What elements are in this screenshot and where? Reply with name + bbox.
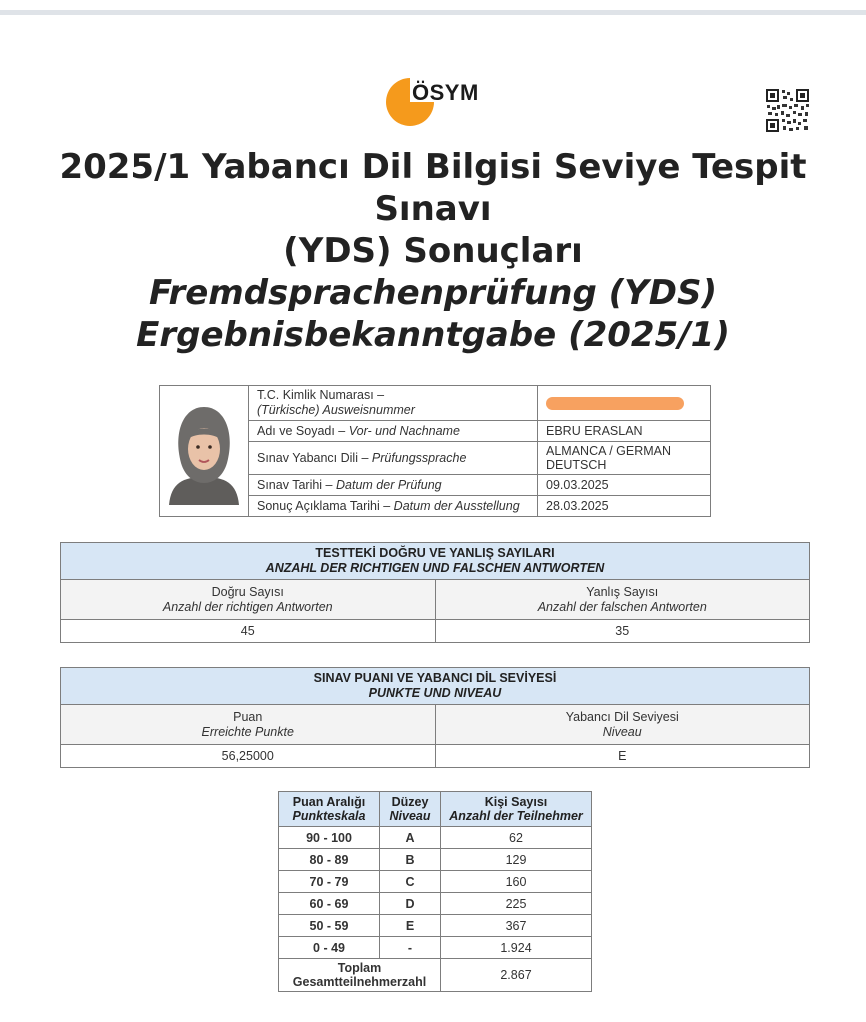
level-value: E (435, 745, 810, 768)
scale-count: 160 (441, 871, 592, 893)
language-value: ALMANCA / GERMAN DEUTSCH (538, 442, 711, 475)
name-label-tr: Adı ve Soyadı – (257, 423, 346, 438)
wrong-count-header (435, 580, 810, 620)
page-title (40, 146, 826, 356)
correct-label-de: Anzahl der richtigen Antworten (162, 599, 333, 614)
score-scale-table (278, 791, 592, 992)
result-date-label-tr: Sonuç Açıklama Tarihi – (257, 498, 391, 513)
answer-counts-table (60, 542, 810, 643)
table-row (279, 849, 592, 871)
scale-level: B (380, 849, 441, 871)
table-row (279, 871, 592, 893)
table-row (279, 893, 592, 915)
table-row (160, 386, 711, 421)
scale-range-header (279, 792, 380, 827)
correct-count-value: 45 (61, 620, 436, 643)
table-row (61, 620, 810, 643)
redaction-mark (546, 397, 684, 410)
name-value: EBRU ERASLAN (538, 421, 711, 442)
counts-header (61, 543, 810, 580)
avatar (161, 393, 247, 505)
total-label-de: Gesamtteilnehmerzahl (292, 975, 427, 989)
result-date-label-de: Datum der Ausstellung (393, 498, 520, 513)
scale-level: D (380, 893, 441, 915)
person-photo (160, 386, 249, 517)
scale-count: 129 (441, 849, 592, 871)
level-header-de: Niveau (389, 809, 431, 823)
count-header-tr: Kişi Sayısı (484, 795, 548, 809)
scale-level: C (380, 871, 441, 893)
scale-count: 62 (441, 827, 592, 849)
scale-count-header (441, 792, 592, 827)
table-row (61, 668, 810, 705)
logo-text: ÖSYM (412, 80, 479, 105)
points-value: 56,25000 (61, 745, 436, 768)
table-row (61, 745, 810, 768)
level-header (435, 705, 810, 745)
score-title-de: PUNKTE UND NIVEAU (368, 686, 502, 700)
id-number-label-tr: T.C. Kimlik Numarası – (257, 388, 385, 402)
exam-date-label (249, 475, 538, 496)
language-label (249, 442, 538, 475)
exam-date-value: 09.03.2025 (538, 475, 711, 496)
wrong-count-value: 35 (435, 620, 810, 643)
table-row (61, 580, 810, 620)
scale-level: - (380, 937, 441, 959)
range-header-tr: Puan Aralığı (292, 795, 366, 809)
correct-count-header (61, 580, 436, 620)
title-line-tr-2: (YDS) Sonuçları (283, 231, 583, 271)
points-label-de: Erreichte Punkte (201, 724, 294, 739)
count-header-de: Anzahl der Teilnehmer (449, 809, 583, 823)
score-header (61, 668, 810, 705)
scale-level: A (380, 827, 441, 849)
correct-label: Doğru Sayısı (211, 584, 284, 599)
range-header-de: Punkteskala (292, 809, 366, 823)
scale-count: 367 (441, 915, 592, 937)
points-label: Puan (233, 709, 263, 724)
score-level-table (60, 667, 810, 768)
scale-range: 60 - 69 (279, 893, 380, 915)
total-label (279, 959, 441, 992)
language-label-de: Prüfungssprache (371, 450, 467, 465)
title-line-de: Fremdsprachenprüfung (YDS) (148, 273, 718, 313)
scale-range: 70 - 79 (279, 871, 380, 893)
table-row (279, 827, 592, 849)
scale-range: 90 - 100 (279, 827, 380, 849)
level-label: Yabancı Dil Seviyesi (565, 709, 679, 724)
counts-title: TESTTEKİ DOĞRU VE YANLIŞ SAYILARI (315, 546, 555, 560)
scale-range: 80 - 89 (279, 849, 380, 871)
level-header-tr: Düzey (391, 795, 429, 809)
qr-code-icon (765, 88, 810, 133)
table-row (279, 915, 592, 937)
score-title: SINAV PUANI VE YABANCI DİL SEVİYESİ (313, 671, 557, 685)
title-line-tr: 2025/1 Yabancı Dil Bilgisi Seviye Tespit Sınavı (59, 147, 807, 229)
exam-date-label-tr: Sınav Tarihi – (257, 477, 333, 492)
scale-level-header (380, 792, 441, 827)
result-date-value: 28.03.2025 (538, 496, 711, 517)
scale-count: 225 (441, 893, 592, 915)
top-divider (0, 10, 866, 15)
id-number-label (249, 386, 538, 421)
table-row (279, 937, 592, 959)
scale-level: E (380, 915, 441, 937)
table-row (61, 705, 810, 745)
language-label-tr: Sınav Yabancı Dili – (257, 450, 369, 465)
level-label-de: Niveau (602, 724, 642, 739)
personal-info-table (159, 385, 711, 517)
wrong-label-de: Anzahl der falschen Antworten (537, 599, 707, 614)
scale-count: 1.924 (441, 937, 592, 959)
name-label-de: Vor- und Nachname (348, 423, 460, 438)
scale-range: 0 - 49 (279, 937, 380, 959)
total-value: 2.867 (441, 959, 592, 992)
table-row (279, 959, 592, 992)
total-label-tr: Toplam (337, 961, 382, 975)
counts-title-de: ANZAHL DER RICHTIGEN UND FALSCHEN ANTWORTEN (265, 561, 605, 575)
scale-range: 50 - 59 (279, 915, 380, 937)
result-date-label (249, 496, 538, 517)
id-number-label-de: (Türkische) Ausweisnummer (257, 403, 415, 417)
osym-logo (386, 78, 496, 128)
exam-date-label-de: Datum der Prüfung (336, 477, 442, 492)
wrong-label: Yanlış Sayısı (586, 584, 659, 599)
points-header (61, 705, 436, 745)
title-line-de-2: Ergebnisbekanntgabe (2025/1) (136, 315, 730, 355)
table-row (279, 792, 592, 827)
id-number-value (538, 386, 711, 421)
table-row (61, 543, 810, 580)
name-label (249, 421, 538, 442)
